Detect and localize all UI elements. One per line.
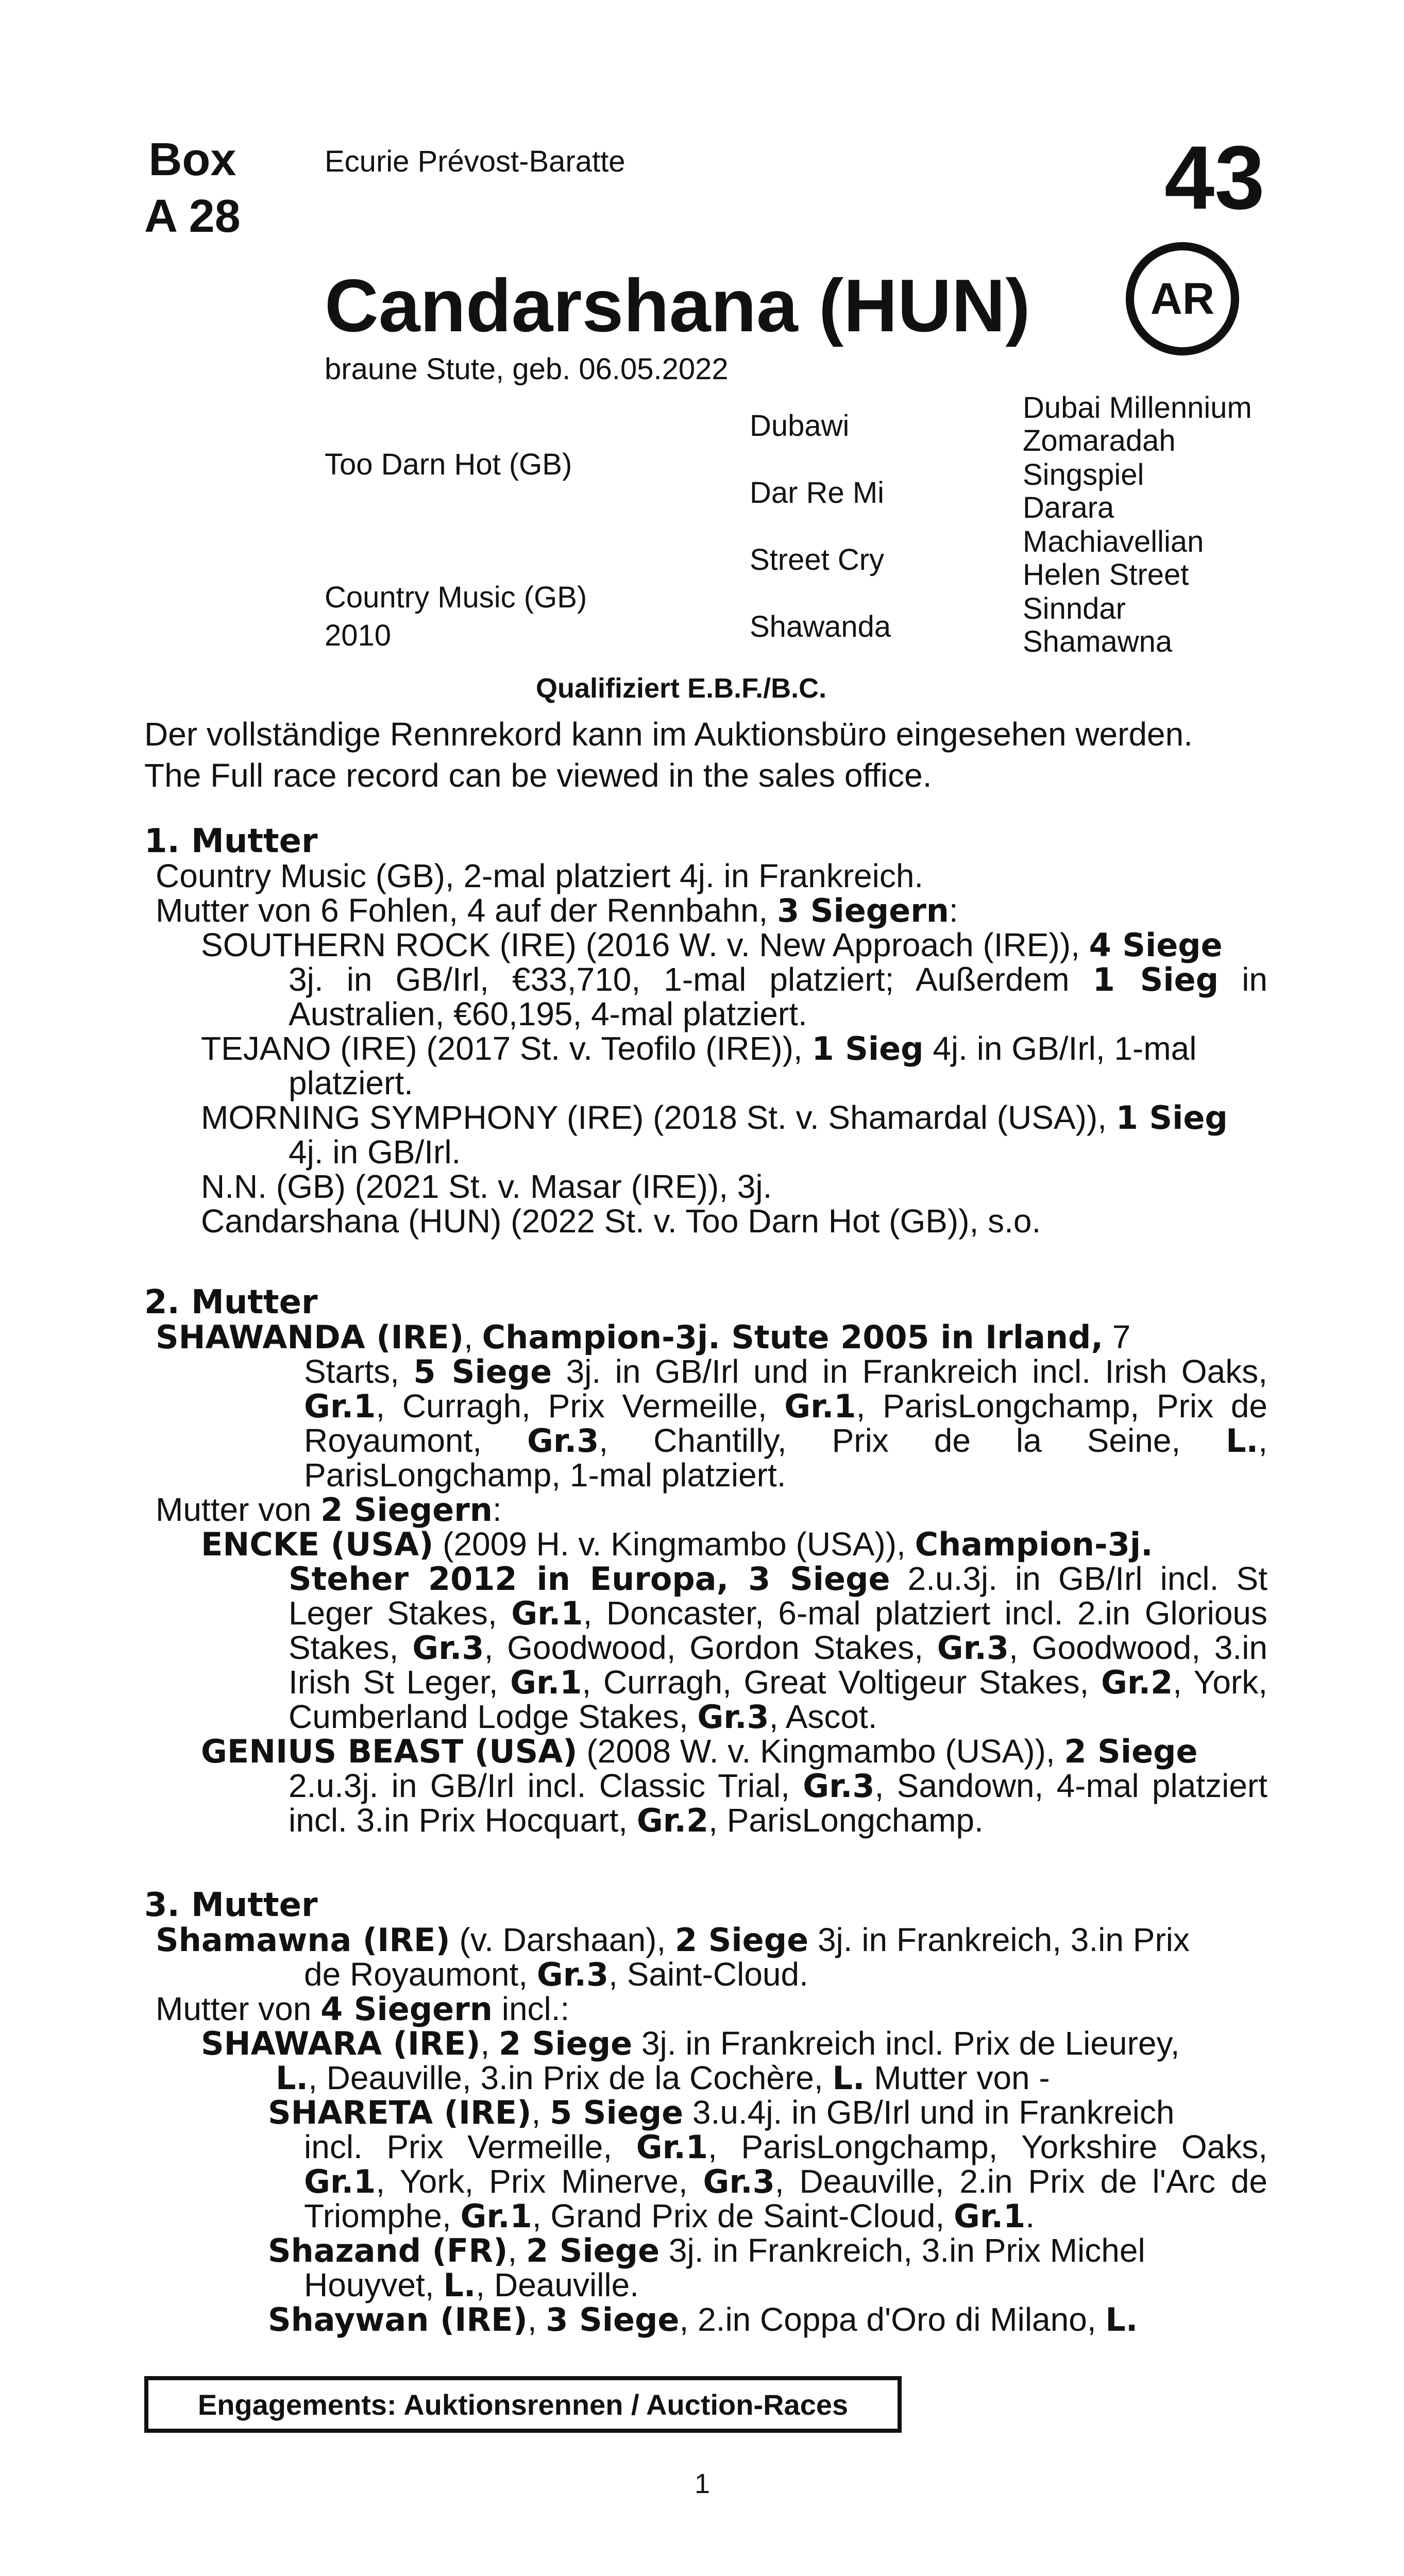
second-dam-produce-summary: Mutter von 2 Siegern: xyxy=(156,1491,502,1529)
pedigree-gen3-8: Shamawna xyxy=(1023,625,1173,658)
second-dam-shawanda: SHAWANDA (IRE), Champion-3j. Stute 2005 in Irland, 7 Starts, 5 Siege 3j. in GB/Irl und in Frankreich incl. Irish Oaks, Gr.1, Curragh, Prix Vermeille, Gr.1, ParisLongchamp, Prix de Royaumont, Gr.3, Chantilly, Prix de la Seine, L., ParisLongchamp, 1-mal platziert. xyxy=(156,1318,1268,1494)
sales-note-en: The Full race record can be viewed in the sales office. xyxy=(144,757,932,794)
engagements-box xyxy=(144,2376,902,2433)
section-second-dam xyxy=(144,1285,1267,1838)
qualification: Qualifiziert E.B.F./B.C. xyxy=(536,673,827,704)
pedigree-dam-dam: Shawanda xyxy=(750,610,891,643)
dam-produce-summary: Mutter von 6 Fohlen, 4 auf der Rennbahn, 3 Siegern: xyxy=(156,892,958,929)
pedigree-sire: Too Darn Hot (GB) xyxy=(325,448,572,481)
third-dam-shamawna: Shamawna (IRE) (v. Darshaan), 2 Siege 3j. in Frankreich, 3.in Prix de Royaumont, Gr.3, Saint-Cloud. xyxy=(156,1921,1190,1993)
ar-badge-text: AR xyxy=(1150,274,1215,324)
produce-tejano: TEJANO (IRE) (2017 St. v. Teofilo (IRE)), 1 Sieg 4j. in GB/Irl, 1-mal platziert. xyxy=(201,1030,1197,1101)
pedigree-gen3-6: Helen Street xyxy=(1023,558,1189,591)
engagements-text: Engagements: Auktionsrennen / Auction-Races xyxy=(197,2388,849,2421)
produce-encke: ENCKE (USA) (2009 H. v. Kingmambo (USA)), Champion-3j. Steher 2012 in Europa, 3 Siege 2.u.3j. in GB/Irl incl. St Leger Stakes, Gr.1, Doncaster, 6-mal platziert incl. 2.in Glorious Stakes, Gr.3, Goodwood, Gordon Stakes, Gr.3, Goodwood, 3.in Irish St Leger, Gr.1, Curragh, Great Voltigeur Stakes, Gr.2, York, Cumberland Lodge Stakes, Gr.3, Ascot. xyxy=(201,1526,1268,1736)
box-label xyxy=(144,131,241,245)
ar-badge xyxy=(1126,242,1239,355)
pedigree-gen3-1: Dubai Millennium xyxy=(1023,391,1252,425)
produce-genius-beast: GENIUS BEAST (USA) (2008 W. v. Kingmambo (USA)), 2 Siege 2.u.3j. in GB/Irl incl. Classic Trial, Gr.3, Sandown, 4-mal platziert incl. 3.in Prix Hocquart, Gr.2, ParisLongchamp. xyxy=(201,1733,1268,1839)
pedigree-gen3-4: Darara xyxy=(1023,491,1114,524)
pedigree-dam-sire: Street Cry xyxy=(750,543,885,577)
produce-morning-symphony: MORNING SYMPHONY (IRE) (2018 St. v. Shamardal (USA)), 1 Sieg 4j. in GB/Irl. xyxy=(201,1099,1228,1171)
horse-name: Candarshana (HUN) xyxy=(325,264,1030,347)
page-number: 1 xyxy=(695,2468,711,2499)
pedigree-sire-dam: Dar Re Mi xyxy=(750,476,885,510)
section-dam xyxy=(144,824,1267,1239)
pedigree-gen3-7: Sinndar xyxy=(1023,592,1126,625)
pedigree-sire-sire: Dubawi xyxy=(750,409,850,443)
produce-shazand: Shazand (FR), 2 Siege 3j. in Frankreich, 3.in Prix Michel Houyvet, L., Deauville. xyxy=(268,2232,1145,2304)
produce-shawara: SHAWARA (IRE), 2 Siege 3j. in Frankreich incl. Prix de Lieurey, L., Deauville, 3.in Prix de la Cochère, L. Mutter von - xyxy=(201,2025,1180,2097)
pedigree-dam-year: 2010 xyxy=(325,619,392,652)
produce-shaywan: Shaywan (IRE), 3 Siege, 2.in Coppa d'Oro di Milano, L. xyxy=(268,2301,1138,2338)
third-dam-produce-summary: Mutter von 4 Siegern incl.: xyxy=(156,1990,570,2028)
horse-description: braune Stute, geb. 06.05.2022 xyxy=(325,352,729,386)
section-third-dam xyxy=(144,1888,1267,2337)
produce-candarshana: Candarshana (HUN) (2022 St. v. Too Darn Hot (GB)), s.o. xyxy=(201,1202,1041,1240)
section-second-dam-title: 2. Mutter xyxy=(144,1283,318,1321)
pedigree-dam: Country Music (GB) xyxy=(325,581,587,614)
box-label-text: Box xyxy=(148,134,236,185)
pedigree-gen3-5: Machiavellian xyxy=(1023,525,1204,558)
produce-southern-rock: SOUTHERN ROCK (IRE) (2016 W. v. New Approach (IRE)), 4 Siege 3j. in GB/Irl, €33,710, 1-mal platziert; Außerdem 1 Sieg in Australien, €60,195, 4-mal platziert. xyxy=(201,926,1268,1032)
box-number: A 28 xyxy=(144,191,241,242)
sales-note xyxy=(144,714,1193,796)
section-third-dam-title: 3. Mutter xyxy=(144,1886,318,1924)
section-dam-title: 1. Mutter xyxy=(144,822,318,860)
lot-number: 43 xyxy=(1164,128,1265,228)
produce-nn: N.N. (GB) (2021 St. v. Masar (IRE)), 3j. xyxy=(201,1168,772,1205)
pedigree-gen3-2: Zomaradah xyxy=(1023,424,1176,457)
owner: Ecurie Prévost-Baratte xyxy=(325,145,625,178)
sales-note-de: Der vollständige Rennrekord kann im Auktionsbüro eingesehen werden. xyxy=(144,716,1193,753)
dam-summary: Country Music (GB), 2-mal platziert 4j. in Frankreich. xyxy=(156,857,924,894)
pedigree-gen3-3: Singspiel xyxy=(1023,458,1144,492)
produce-shareta: SHARETA (IRE), 5 Siege 3.u.4j. in GB/Irl und in Frankreich incl. Prix Vermeille, Gr.1, ParisLongchamp, Yorkshire Oaks, Gr.1, York, Prix Minerve, Gr.3, Deauville, 2.in Prix de l'Arc de Triomphe, Gr.1, Grand Prix de Saint-Cloud, Gr.1. xyxy=(268,2094,1268,2235)
